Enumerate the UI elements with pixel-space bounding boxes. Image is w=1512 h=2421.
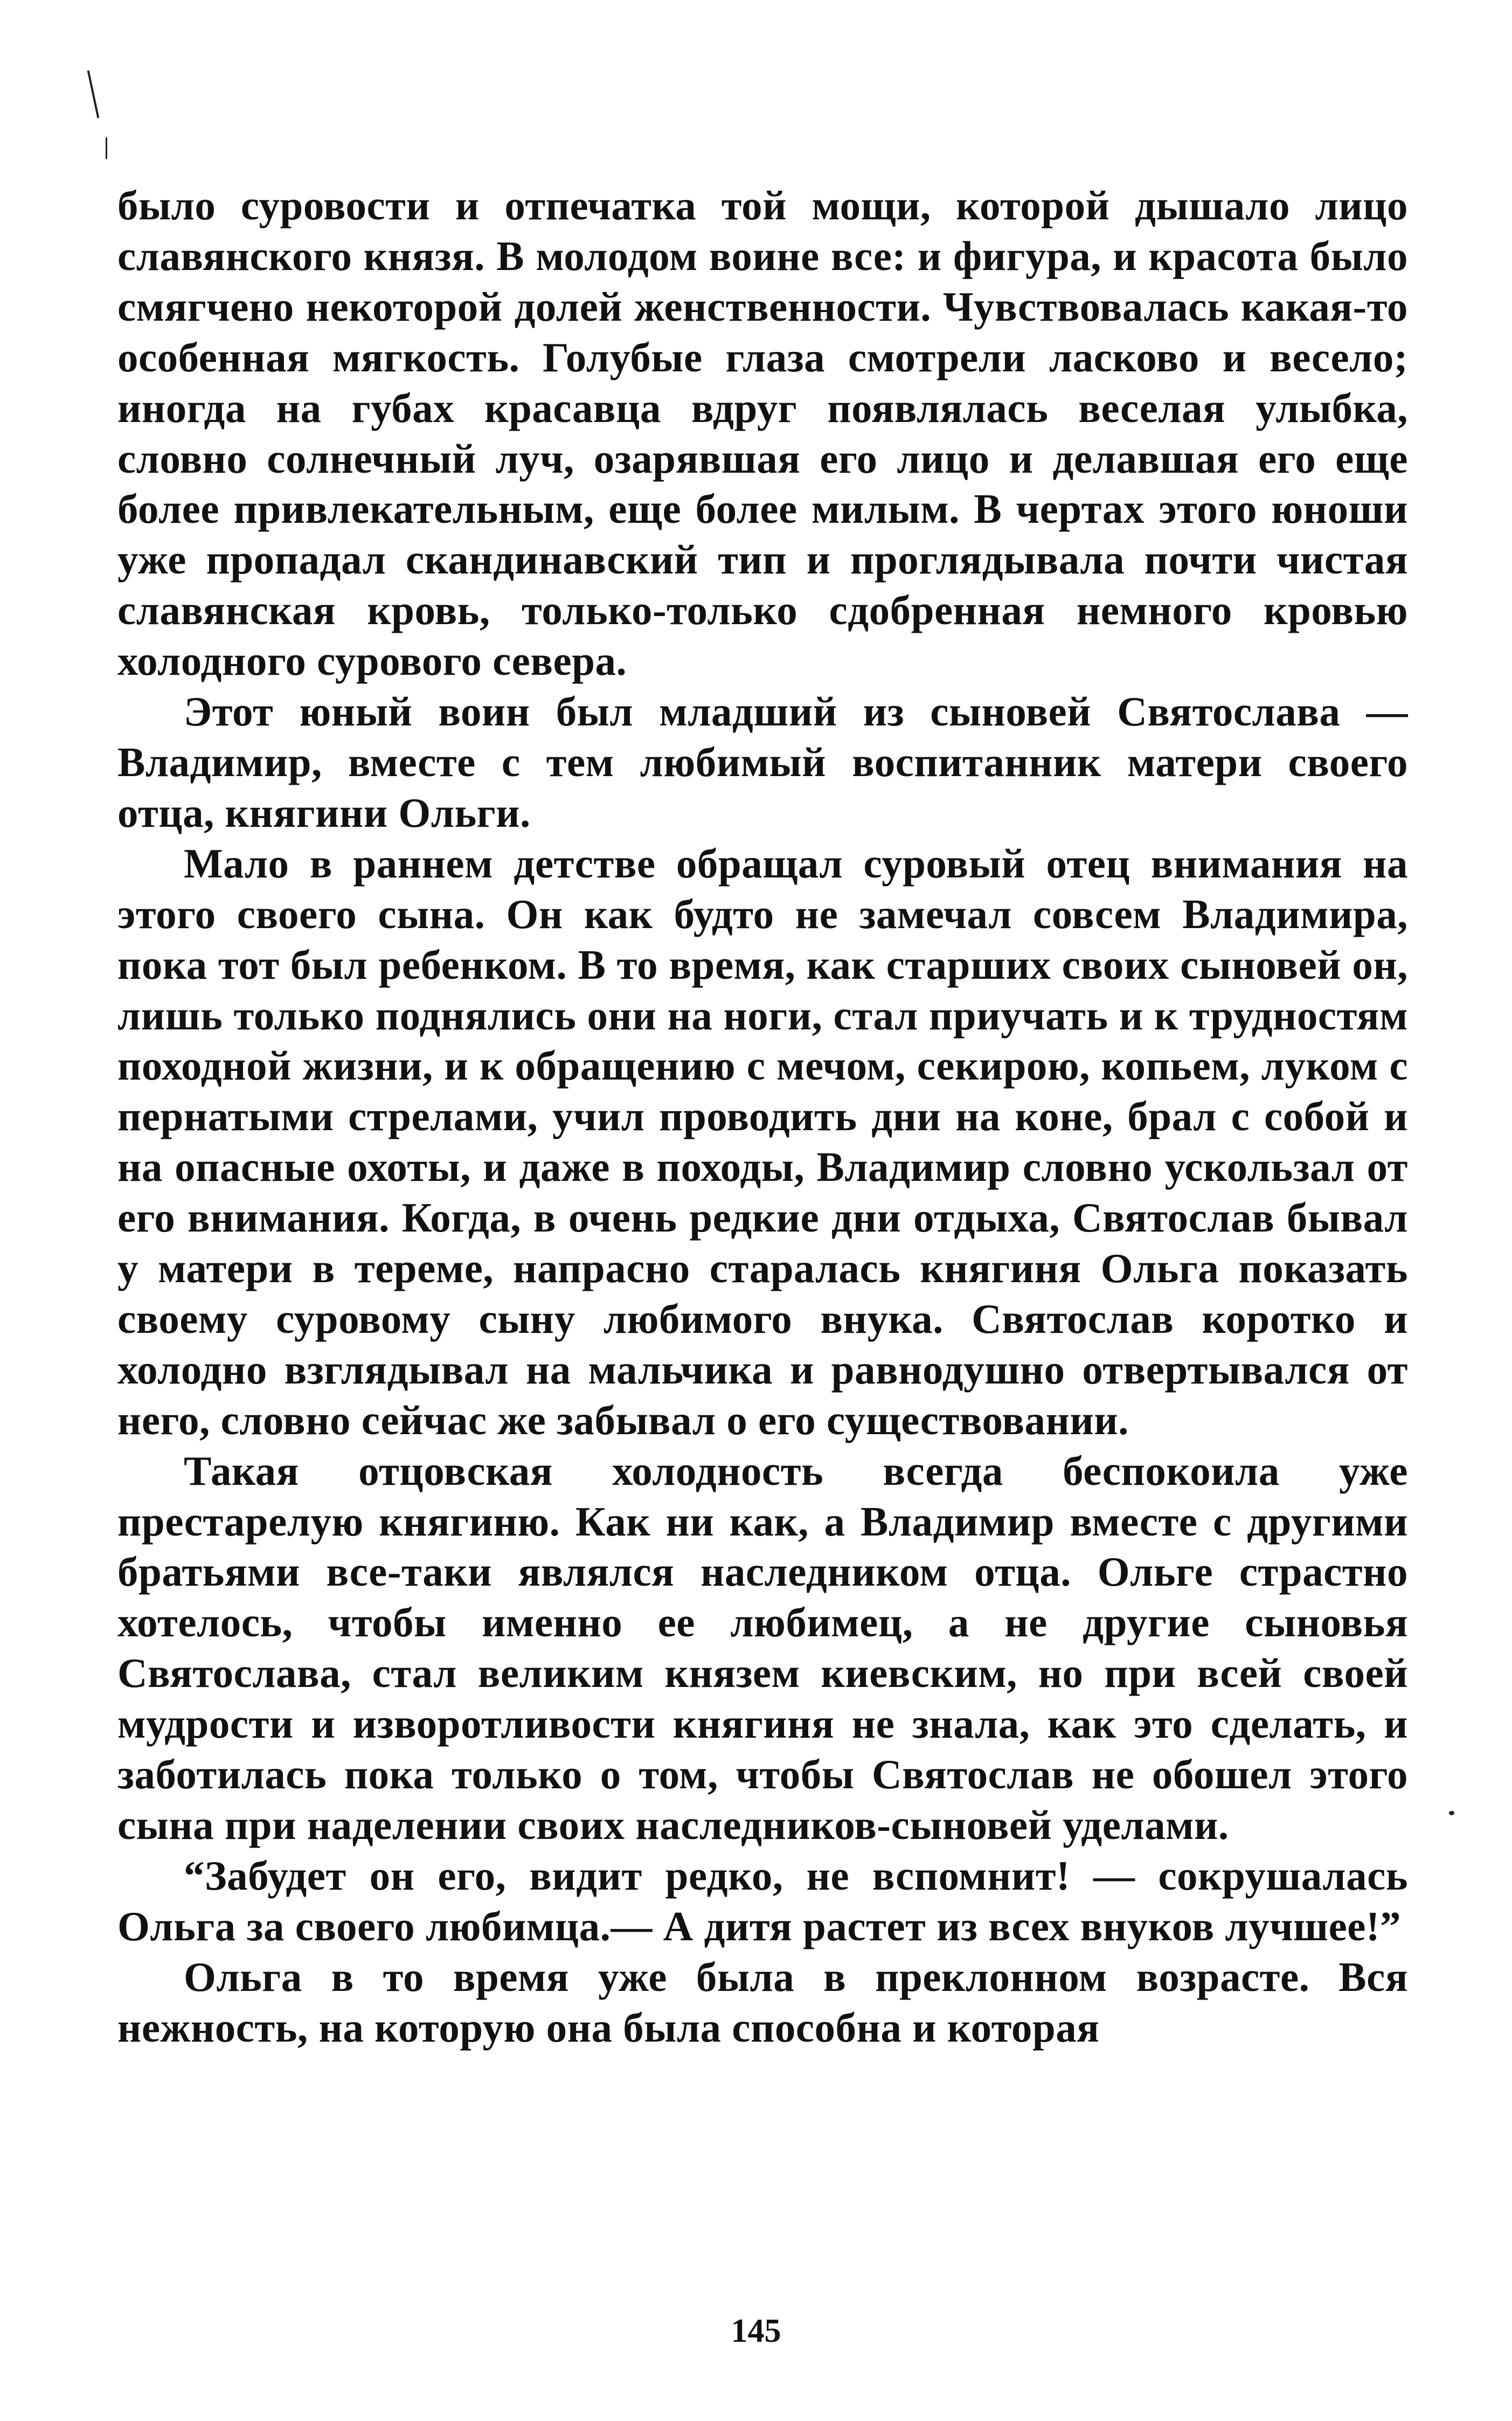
paragraph-4: Такая отцовская холодность всегда беспокоила уже престарелую княгиню. Как ни как, а Владимир вместе с другими братьями все-таки являлся наследником отца. Ольге страстно хотелось, чтобы именно ее любимец, а не другие сыновья Святослава, стал великим князем киевским, но при всей своей мудрости и изворотливости княгиня не знала, как это сделать, и заботилась пока только о том, чтобы Святослав не обошел этого сына при наделении своих наследников-сыновей уделами. xyxy=(117,1447,1408,1848)
paragraph-2: Этот юный воин был младший из сыновей Святослава — Владимир, вместе с тем любимый воспитанник матери своего отца, княгини Ольги. xyxy=(117,688,1408,836)
paragraph-1: было суровости и отпечатка той мощи, которой дышало лицо славянского князя. В молодом воине все: и фигура, и красота было смягчено некоторой долей женственности. Чувствовалась какая-то особенная мягкость. Голубые глаза смотрели ласково и весело; иногда на губах красавца вдруг появлялась веселая улыбка, словно солнечный луч, озарявшая его лицо и делавшая его еще более привлекательным, еще более милым. В чертах этого юноши уже пропадал скандинавский тип и проглядывала почти чистая славянская кровь, только-только сдобренная немного кровью холодного сурового севера. xyxy=(117,182,1408,684)
scan-artifact-dot xyxy=(1449,1811,1454,1815)
page-number: 145 xyxy=(731,2313,781,2349)
body-text xyxy=(117,181,1408,2053)
scan-artifact-line xyxy=(87,71,100,119)
paragraph-5: “Забудет он его, видит редко, не вспомнит! — сокрушалась Ольга за своего любимца.— А дитя растет из всех внуков лучшее!” xyxy=(117,1852,1408,1949)
paragraph-3: Мало в раннем детстве обращал суровый отец внимания на этого своего сына. Он как будто не замечал совсем Владимира, пока тот был ребенком. В то время, как старших своих сыновей он, лишь только поднялись они на ноги, стал приучать и к трудностям походной жизни, и к обращению с мечом, секирою, копьем, луком с пернатыми стрелами, учил проводить дни на коне, брал с собой и на опасные охоты, и даже в походы, Владимир словно ускользал от его внимания. Когда, в очень редкие дни отдыха, Святослав бывал у матери в тереме, напрасно старалась княгиня Ольга показать своему суровому сыну любимого внука. Святослав коротко и холодно взглядывал на мальчика и равнодушно отвертывался от него, словно сейчас же забывал о его существовании. xyxy=(117,840,1408,1443)
scan-artifact-tick xyxy=(106,137,107,159)
paragraph-6: Ольга в то время уже была в преклонном возрасте. Вся нежность, на которую она была способна и которая xyxy=(117,1953,1408,2051)
